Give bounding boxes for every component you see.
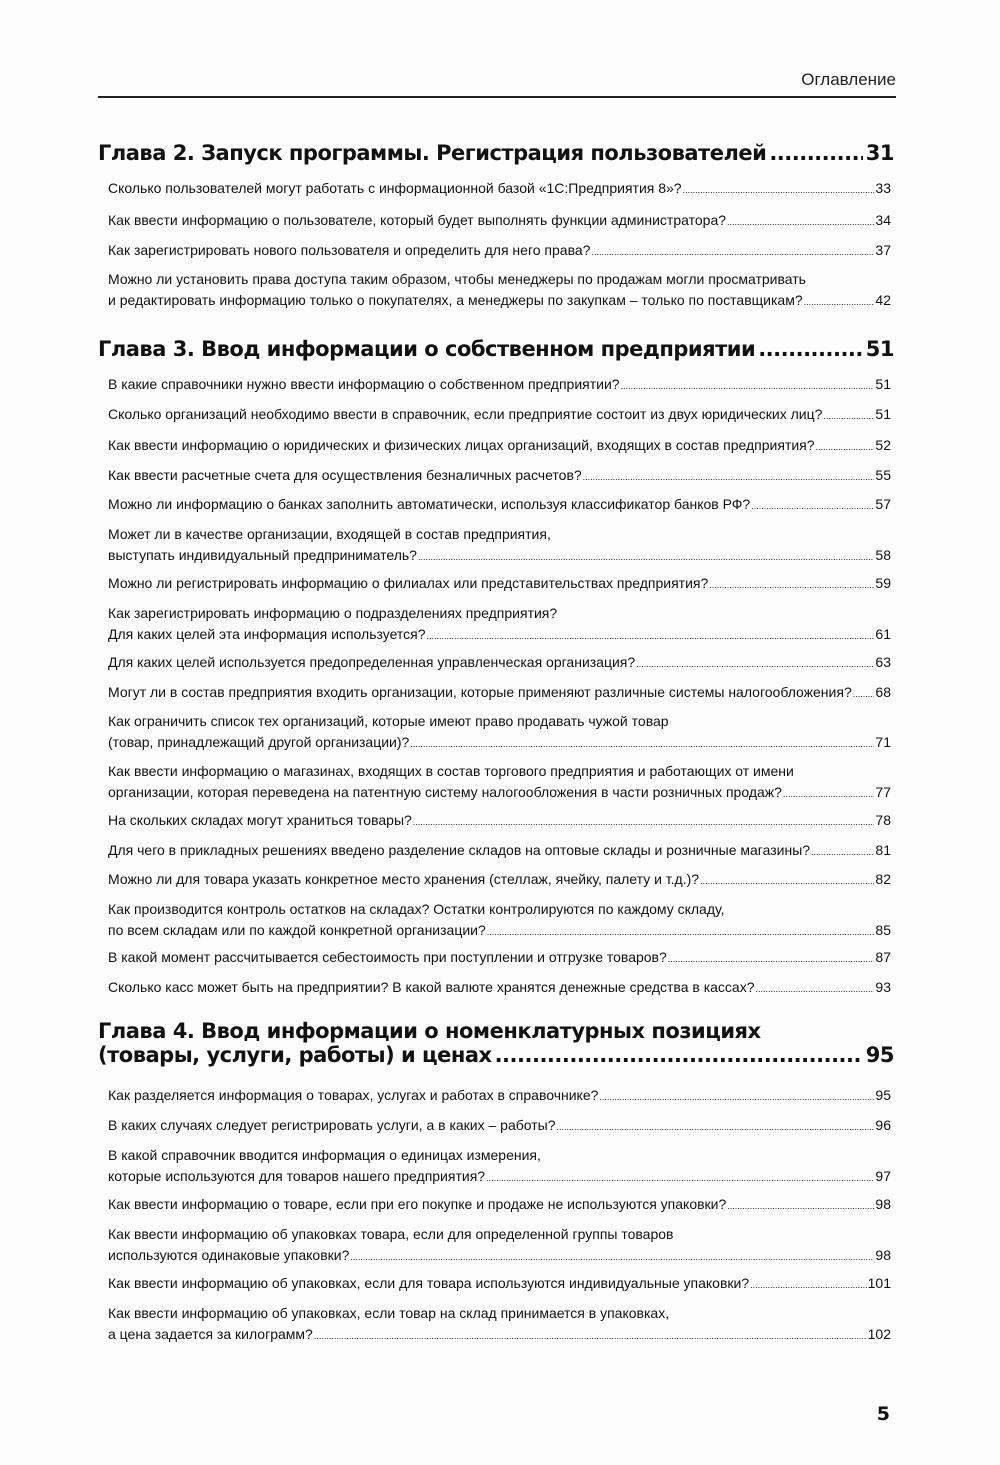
toc-entry-text: (товар, принадлежащий другой организации)? bbox=[108, 734, 410, 750]
toc-entry-page-number: 93 bbox=[875, 979, 891, 995]
toc-entry-text: Как ввести информацию об упаковках, если товар на склад принимается в упаковках, bbox=[108, 1305, 670, 1321]
chapter-title-text: Глава 3. Ввод информации о собственном предприятии bbox=[98, 337, 756, 361]
toc-entry-line bbox=[108, 1324, 891, 1347]
chapter-heading bbox=[98, 141, 894, 165]
toc-entry-text: выступать индивидуальный предприниматель? bbox=[108, 547, 417, 563]
toc-entry-text: В какие справочники нужно ввести информацию о собственном предприятии? bbox=[108, 376, 620, 392]
toc-entry[interactable] bbox=[108, 269, 891, 313]
toc-entry-page-number: 55 bbox=[875, 467, 891, 483]
toc-entry-text: Сколько пользователей могут работать с информационной базой «1С:Предприятия 8»? bbox=[108, 180, 682, 196]
toc-entry-line bbox=[108, 840, 891, 863]
toc-entry-page-number: 82 bbox=[875, 871, 891, 887]
toc-entry-line bbox=[108, 603, 891, 624]
toc-entry-text: Могут ли в состав предприятия входить организации, которые применяют различные системы налогообложения? bbox=[108, 684, 852, 700]
toc-entry-line bbox=[108, 374, 891, 397]
toc-entry-line bbox=[108, 732, 891, 755]
toc-entry-text: Сколько касс может быть на предприятии? В какой валюте хранятся денежные средства в кассах? bbox=[108, 979, 755, 995]
dot-leader bbox=[636, 654, 874, 675]
toc-entry[interactable] bbox=[108, 1273, 891, 1296]
toc-entry-line bbox=[108, 1224, 891, 1245]
toc-entry-text: Как ввести информацию о пользователе, который будет выполнять функции администратора? bbox=[108, 212, 727, 228]
toc-entry-text: Как ввести информацию об упаковках товара, если для определенной группы товаров bbox=[108, 1226, 674, 1242]
chapter-page-number: 51 bbox=[865, 337, 894, 361]
toc-entry-line bbox=[108, 178, 891, 201]
toc-entry-text: Как ограничить список тех организаций, которые имеют право продавать чужой товар bbox=[108, 713, 669, 729]
toc-entry-line bbox=[108, 624, 891, 647]
toc-entry-line bbox=[108, 869, 891, 892]
toc-entry[interactable] bbox=[108, 761, 891, 805]
toc-entry-text: Может ли в качестве организации, входящей в состав предприятия, bbox=[108, 526, 551, 542]
toc-entry-text: Как зарегистрировать нового пользователя и определить для него права? bbox=[108, 242, 591, 258]
toc-entry-page-number: 51 bbox=[875, 406, 891, 422]
toc-entry-text: используются одинаковые упаковки? bbox=[108, 1247, 350, 1263]
toc-entry[interactable] bbox=[108, 374, 891, 397]
dot-leader bbox=[410, 734, 874, 755]
chapter-heading bbox=[98, 337, 894, 361]
dot-leader bbox=[621, 376, 875, 397]
dot-leader bbox=[486, 1168, 874, 1189]
toc-entry-page-number: 95 bbox=[875, 1087, 891, 1103]
dot-leader bbox=[750, 1275, 867, 1296]
chapter-page-number: 95 bbox=[865, 1043, 894, 1067]
toc-entry[interactable] bbox=[108, 1145, 891, 1189]
toc-entry[interactable] bbox=[108, 1303, 891, 1347]
chapter-page-number: 31 bbox=[865, 141, 894, 165]
toc-entry-line bbox=[108, 1273, 891, 1296]
toc-entry-page-number: 52 bbox=[875, 437, 891, 453]
toc-entry-page-number: 68 bbox=[875, 684, 891, 700]
toc-entry-page-number: 59 bbox=[875, 575, 891, 591]
toc-entry-page-number: 81 bbox=[875, 842, 891, 858]
dot-leader bbox=[804, 292, 875, 313]
dot-leader bbox=[811, 842, 874, 863]
toc-entry[interactable] bbox=[108, 404, 891, 427]
dot-leader bbox=[751, 496, 874, 517]
dot-leader bbox=[727, 212, 874, 233]
toc-entry[interactable] bbox=[108, 240, 891, 263]
toc-entry-text: Как ввести расчетные счета для осуществления безналичных расчетов? bbox=[108, 467, 582, 483]
dot-leader bbox=[314, 1326, 867, 1347]
toc-entry-line bbox=[108, 545, 891, 568]
chapter-heading-line bbox=[98, 1019, 894, 1043]
dot-leader bbox=[599, 1087, 874, 1108]
dot-leader bbox=[557, 1117, 875, 1138]
dot-leader bbox=[756, 979, 875, 1000]
toc-entry-page-number: 33 bbox=[875, 180, 891, 196]
dot-leader bbox=[418, 547, 874, 568]
header-rule bbox=[98, 96, 896, 98]
toc-entry-text: Для каких целей используется предопределенная управленческая организация? bbox=[108, 654, 636, 670]
dot-leader bbox=[427, 626, 875, 647]
toc-entry-page-number: 96 bbox=[875, 1117, 891, 1133]
dot-leader bbox=[487, 922, 875, 943]
toc-entry-line bbox=[108, 810, 891, 833]
toc-entry[interactable] bbox=[108, 1224, 891, 1268]
dot-leader bbox=[758, 337, 863, 361]
dot-leader bbox=[495, 1043, 863, 1067]
chapter-heading bbox=[98, 1019, 894, 1067]
toc-entry-page-number: 58 bbox=[875, 547, 891, 563]
toc-entry-page-number: 57 bbox=[875, 496, 891, 512]
toc-entry-text: Можно ли установить права доступа таким образом, чтобы менеджеры по продажам могли просматривать bbox=[108, 271, 806, 287]
dot-leader bbox=[700, 871, 874, 892]
dot-leader bbox=[583, 467, 875, 488]
dot-leader bbox=[709, 575, 874, 596]
toc-entry-line bbox=[108, 920, 891, 943]
dot-leader bbox=[683, 180, 875, 201]
toc-entry-page-number: 71 bbox=[875, 734, 891, 750]
toc-entry-line bbox=[108, 435, 891, 458]
toc-entry-line bbox=[108, 240, 891, 263]
toc-entry[interactable] bbox=[108, 1085, 891, 1108]
dot-leader bbox=[727, 1196, 874, 1217]
chapter-heading-line bbox=[98, 141, 894, 165]
toc-entry-line bbox=[108, 1115, 891, 1138]
dot-leader bbox=[350, 1247, 874, 1268]
toc-entry-text: На скольких складах могут храниться товары? bbox=[108, 812, 412, 828]
toc-entry-line bbox=[108, 290, 891, 313]
toc-entry[interactable] bbox=[108, 682, 891, 705]
toc-entry-line bbox=[108, 682, 891, 705]
dot-leader bbox=[769, 141, 862, 165]
dot-leader bbox=[783, 784, 874, 805]
toc-entry-page-number: 63 bbox=[875, 654, 891, 670]
toc-entry-text: В какой справочник вводится информация о единицах измерения, bbox=[108, 1147, 541, 1163]
toc-entry-page-number: 98 bbox=[875, 1247, 891, 1263]
toc-entry-text: организации, которая переведена на патентную систему налогообложения в части розничных продаж? bbox=[108, 784, 782, 800]
toc-entry-text: В какой момент рассчитывается себестоимость при поступлении и отгрузке товаров? bbox=[108, 949, 667, 965]
toc-entry-line bbox=[108, 465, 891, 488]
toc-entry-line bbox=[108, 404, 891, 427]
toc-entry-text: Как ввести информацию о юридических и физических лицах организаций, входящих в состав предприятия? bbox=[108, 437, 815, 453]
toc-entry[interactable] bbox=[108, 810, 891, 833]
toc-entry-line bbox=[108, 977, 891, 1000]
toc-entry-page-number: 61 bbox=[875, 626, 891, 642]
chapter-title-text: Глава 2. Запуск программы. Регистрация пользователей bbox=[98, 141, 767, 165]
toc-entry[interactable] bbox=[108, 977, 891, 1000]
toc-entry[interactable] bbox=[108, 652, 891, 675]
toc-entry-text: Можно ли регистрировать информацию о филиалах или представительствах предприятия? bbox=[108, 575, 709, 591]
toc-entry-line bbox=[108, 1166, 891, 1189]
toc-entry-text: по всем складам или по каждой конкретной организации? bbox=[108, 922, 486, 938]
toc-entry[interactable] bbox=[108, 210, 891, 233]
toc-entry[interactable] bbox=[108, 573, 891, 596]
toc-entry[interactable] bbox=[108, 711, 891, 755]
toc-entry-page-number: 77 bbox=[875, 784, 891, 800]
toc-entry[interactable] bbox=[108, 840, 891, 863]
toc-entry-page-number: 101 bbox=[867, 1275, 891, 1291]
toc-entry-text: Как производится контроль остатков на складах? Остатки контролируются по каждому складу, bbox=[108, 901, 725, 917]
chapter-title-text: (товары, услуги, работы) и ценах bbox=[98, 1043, 492, 1067]
dot-leader bbox=[591, 242, 874, 263]
toc-entry-page-number: 85 bbox=[875, 922, 891, 938]
dot-leader bbox=[413, 812, 875, 833]
toc-entry-page-number: 37 bbox=[875, 242, 891, 258]
toc-entry[interactable] bbox=[108, 494, 891, 517]
toc-entry-line bbox=[108, 947, 891, 970]
toc-entry-page-number: 87 bbox=[875, 949, 891, 965]
toc-entry-text: которые используются для товаров нашего предприятия? bbox=[108, 1168, 486, 1184]
toc-entry[interactable] bbox=[108, 178, 891, 201]
toc-entry-line bbox=[108, 1194, 891, 1217]
toc-entry[interactable] bbox=[108, 1115, 891, 1138]
toc-entry-text: Можно ли для товара указать конкретное место хранения (стеллаж, ячейку, палету и т.д.)? bbox=[108, 871, 700, 887]
chapter-title-text: Глава 4. Ввод информации о номенклатурных позициях bbox=[98, 1019, 761, 1043]
toc-entry[interactable] bbox=[108, 869, 891, 892]
toc-entry-text: Сколько организаций необходимо ввести в справочник, если предприятие состоит из двух юридических лиц? bbox=[108, 406, 823, 422]
toc-entry-line bbox=[108, 761, 891, 782]
chapter-heading-line bbox=[98, 1043, 894, 1067]
toc-entry-text: и редактировать информацию только о покупателях, а менеджеры по закупкам – только по поставщикам? bbox=[108, 292, 803, 308]
toc-entry[interactable] bbox=[108, 899, 891, 943]
toc-entry-line bbox=[108, 1085, 891, 1108]
dot-leader bbox=[853, 684, 875, 705]
toc-entry-line bbox=[108, 269, 891, 290]
toc-entry-text: В каких случаях следует регистрировать услуги, а в каких – работы? bbox=[108, 1117, 556, 1133]
running-header-title: Оглавление bbox=[801, 70, 896, 89]
chapter-heading-line bbox=[98, 337, 894, 361]
toc-entry-page-number: 78 bbox=[875, 812, 891, 828]
toc-entry-page-number: 102 bbox=[867, 1326, 891, 1342]
toc-entry[interactable] bbox=[108, 465, 891, 488]
toc-entry[interactable] bbox=[108, 947, 891, 970]
toc-entry-text: а цена задается за килограмм? bbox=[108, 1326, 313, 1342]
toc-entry-line bbox=[108, 210, 891, 233]
toc-entry-text: Для каких целей эта информация используется? bbox=[108, 626, 426, 642]
toc-entry-line bbox=[108, 573, 891, 596]
toc-entry-line bbox=[108, 782, 891, 805]
toc-entry-line bbox=[108, 711, 891, 732]
toc-entry[interactable] bbox=[108, 1194, 891, 1217]
dot-leader bbox=[823, 406, 874, 427]
toc-entry-line bbox=[108, 899, 891, 920]
toc-entry-text: Для чего в прикладных решениях введено разделение складов на оптовые склады и розничные магазины? bbox=[108, 842, 811, 858]
toc-entry-page-number: 51 bbox=[875, 376, 891, 392]
toc-entry-text: Как ввести информацию об упаковках, если для товара используются индивидуальные упаковки? bbox=[108, 1275, 750, 1291]
toc-entry[interactable] bbox=[108, 603, 891, 647]
toc-entry-line bbox=[108, 524, 891, 545]
dot-leader bbox=[816, 437, 875, 458]
toc-entry-text: Как зарегистрировать информацию о подразделениях предприятия? bbox=[108, 605, 558, 621]
toc-entry-page-number: 34 bbox=[875, 212, 891, 228]
toc-entry-line bbox=[108, 494, 891, 517]
toc-entry-page-number: 97 bbox=[875, 1168, 891, 1184]
dot-leader bbox=[668, 949, 875, 970]
toc-entry-text: Как ввести информацию о магазинах, входящих в состав торгового предприятия и работающих от имени bbox=[108, 763, 794, 779]
toc-entry-line bbox=[108, 652, 891, 675]
toc-entry-line bbox=[108, 1303, 891, 1324]
toc-entry[interactable] bbox=[108, 435, 891, 458]
toc-entry-line bbox=[108, 1245, 891, 1268]
toc-entry-line bbox=[108, 1145, 891, 1166]
toc-entry[interactable] bbox=[108, 524, 891, 568]
toc-entry-page-number: 42 bbox=[875, 292, 891, 308]
toc-entry-text: Можно ли информацию о банках заполнить автоматически, используя классификатор банков РФ? bbox=[108, 496, 751, 512]
toc-entry-text: Как ввести информацию о товаре, если при его покупке и продаже не используются упаковки? bbox=[108, 1196, 727, 1212]
toc-entry-text: Как разделяется информация о товарах, услугах и работах в справочнике? bbox=[108, 1087, 599, 1103]
page-number: 5 bbox=[876, 1403, 890, 1425]
toc-entry-page-number: 98 bbox=[875, 1196, 891, 1212]
